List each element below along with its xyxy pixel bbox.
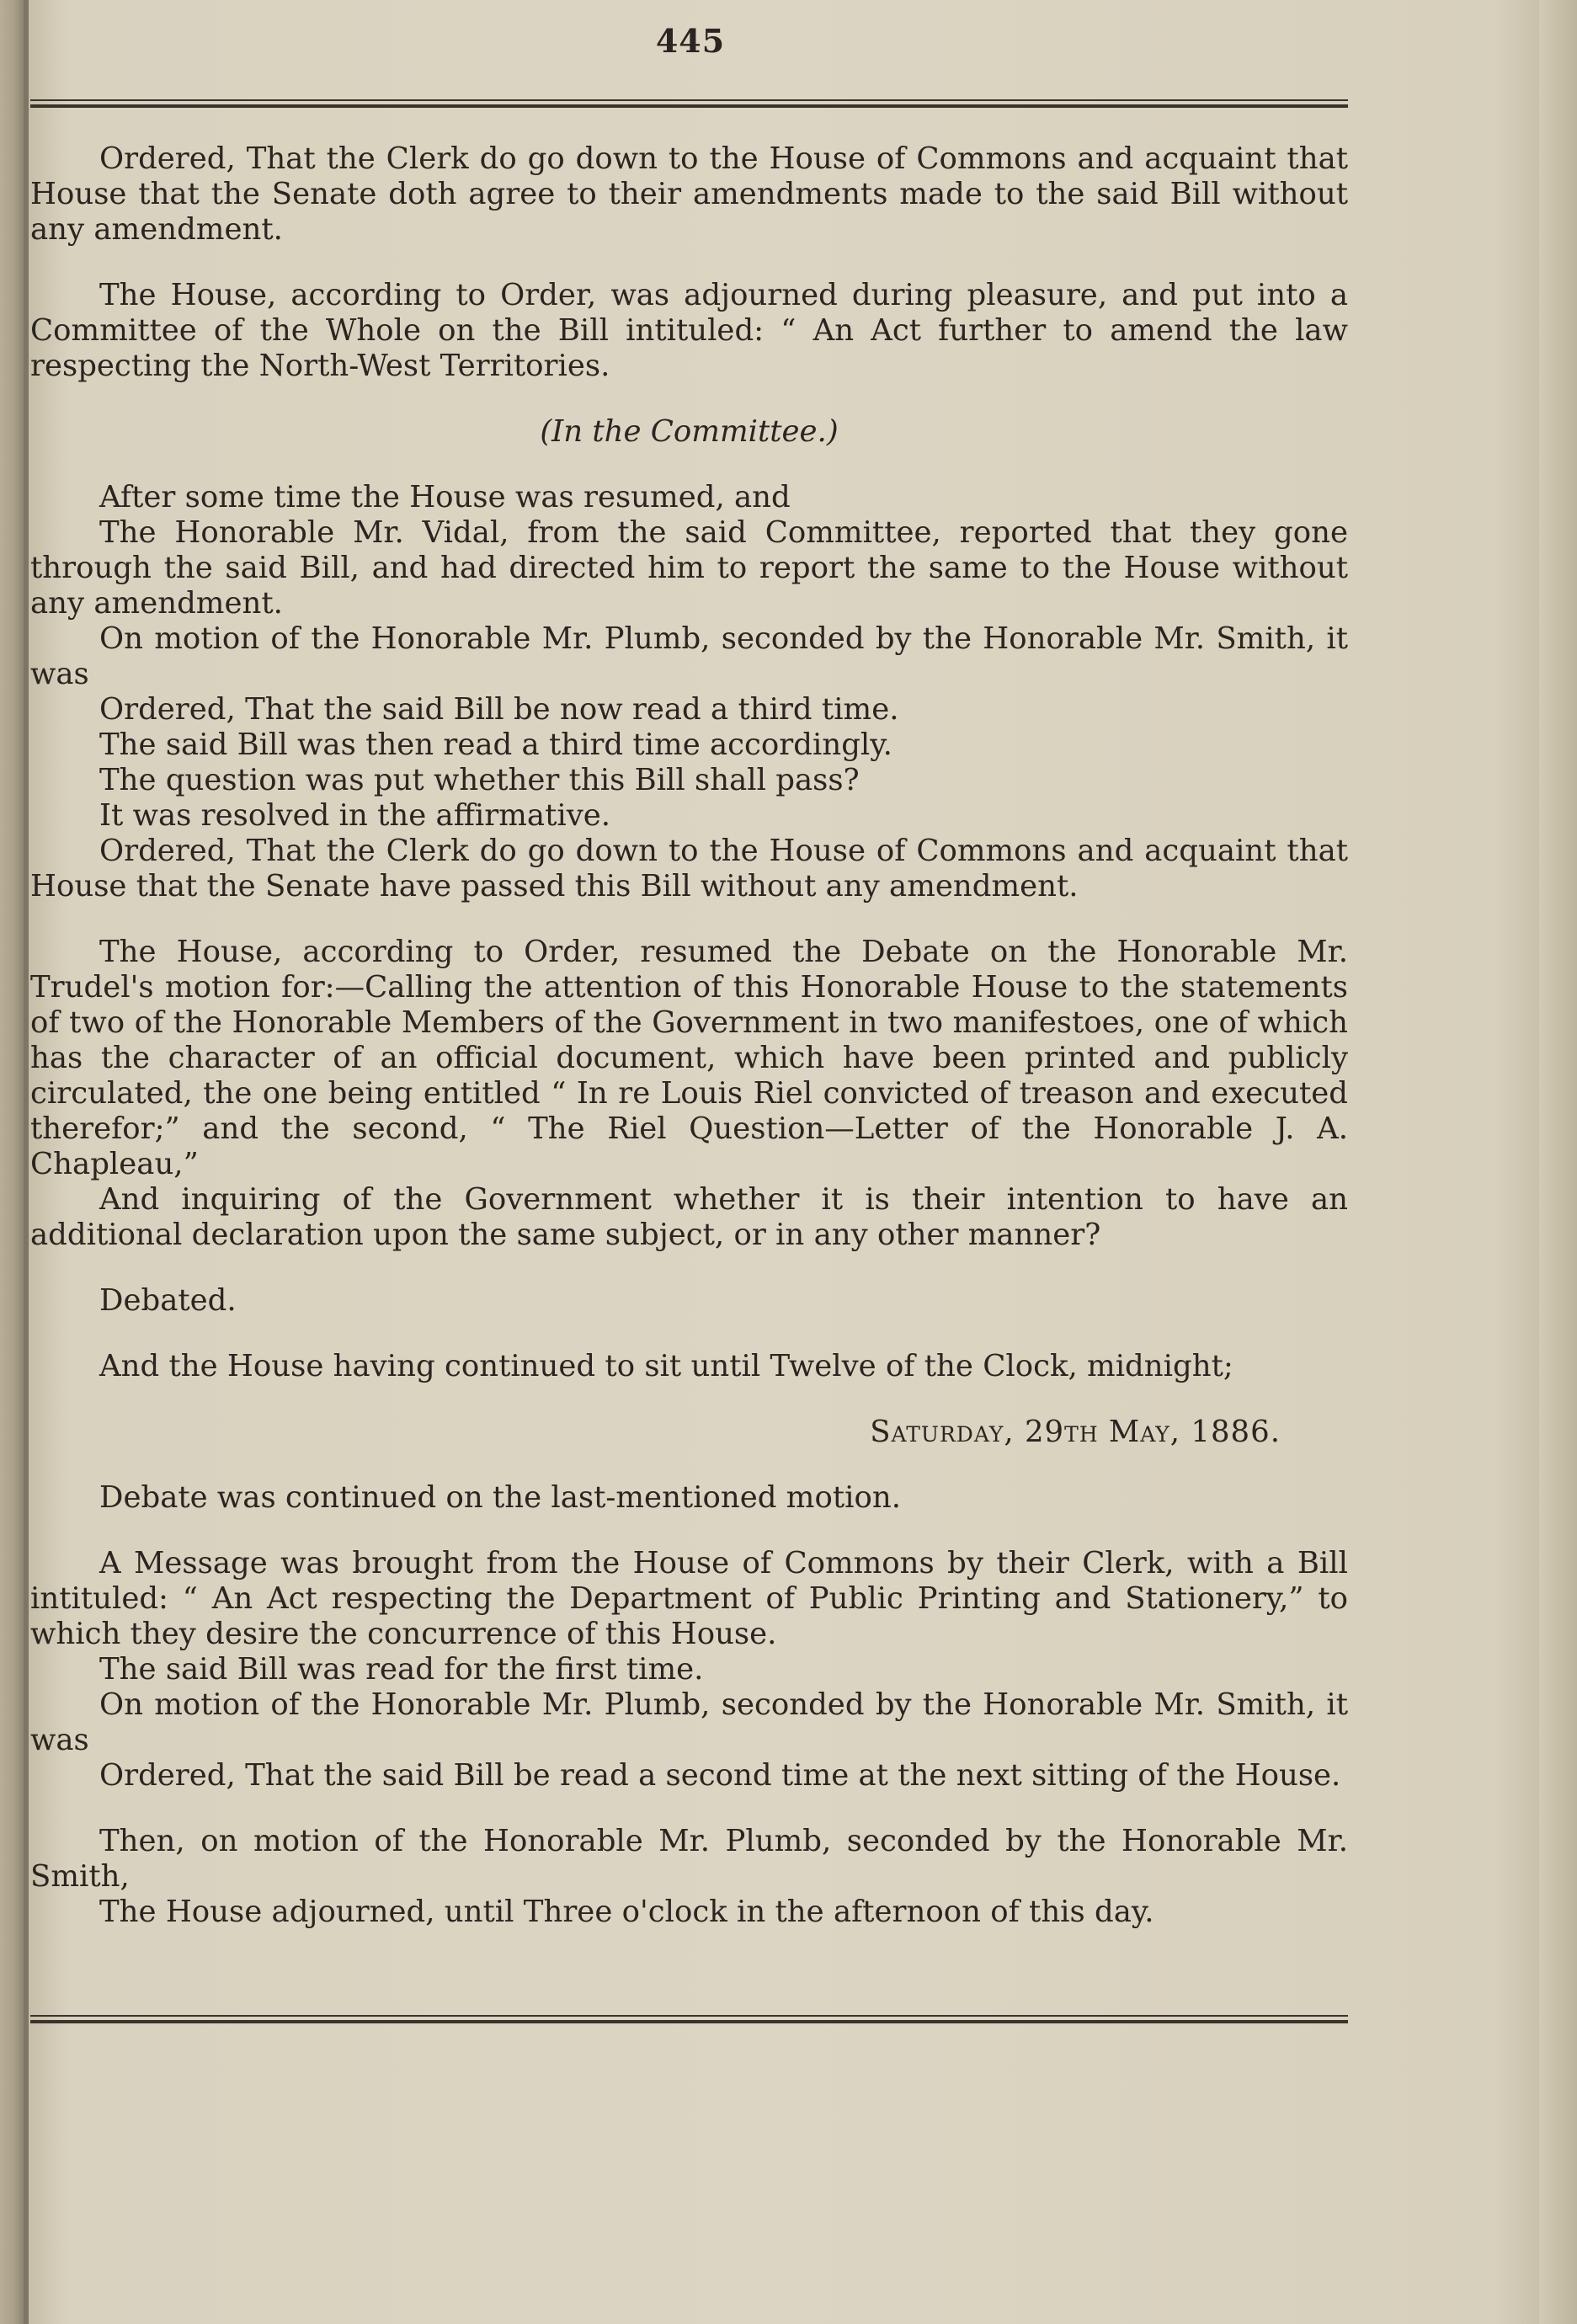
- paragraph-message-printing-bill: A Message was brought from the House of Commons by their Clerk, with a Bill intituled: “ An Act respecting the Department of Public Printing and Stationery,” to which they desire the concurrence of this House.: [30, 1546, 1348, 1651]
- paragraph-third-reading-order: Ordered, That the said Bill be now read a third time.: [99, 692, 899, 727]
- paragraph-debated: Debated.: [99, 1283, 237, 1318]
- header-rule: [30, 99, 1348, 108]
- date-heading: Saturday, 29th May, 1886.: [870, 1415, 1281, 1449]
- page-edge: [1539, 0, 1577, 2324]
- paragraph-first-reading: The said Bill was read for the first time.: [99, 1652, 704, 1687]
- binding-line: [24, 0, 29, 2324]
- paragraph-trudel-debate: The House, according to Order, resumed the Debate on the Honorable Mr. Trudel's motion for:—Calling the attention of this Honorable House to the statements of two of the Honorable Members of the Government in two manifestoes, one of which has the character of an official document, which have been printed and publicly circulated, the one being entitled “ In re Louis Riel convicted of treason and executed therefor;” and the second, “ The Riel Question—Letter of the Honorable J. A. Chapleau,”: [30, 935, 1348, 1181]
- paragraph-third-reading: The said Bill was then read a third time accordingly.: [99, 728, 892, 762]
- paragraph-clerk-commons: Ordered, That the Clerk do go down to the House of Commons and acquaint that House that the Senate have passed this Bill without any amendment.: [30, 834, 1348, 903]
- paragraph-debate-continued: Debate was continued on the last-mentioned motion.: [99, 1480, 901, 1515]
- footer-rule: [30, 2015, 1348, 2023]
- paragraph-house-adjourned: The House adjourned, until Three o'clock in the afternoon of this day.: [99, 1895, 1154, 1929]
- paragraph-midnight: And the House having continued to sit until Twelve of the Clock, midnight;: [99, 1349, 1233, 1383]
- paragraph-vidal-report: The Honorable Mr. Vidal, from the said Committee, reported that they gone through the said Bill, and had directed him to report the same to the House without any amendment.: [30, 515, 1348, 621]
- paragraph-second-reading-order: Ordered, That the said Bill be read a second time at the next sitting of the House.: [99, 1758, 1341, 1793]
- in-committee-heading: (In the Committee.): [540, 414, 839, 449]
- paragraph-resolved: It was resolved in the affirmative.: [99, 798, 611, 833]
- paragraph-motion-plumb-2: On motion of the Honorable Mr. Plumb, seconded by the Honorable Mr. Smith, it was: [30, 1687, 1348, 1757]
- paragraph-house-resumed: After some time the House was resumed, and: [99, 480, 791, 514]
- paragraph-ordered-acquaint: Ordered, That the Clerk do go down to the House of Commons and acquaint that House that the Senate doth agree to their amendments made to the said Bill without any amendment.: [30, 141, 1348, 247]
- paragraph-committee-whole: The House, according to Order, was adjourned during pleasure, and put into a Committee of the Whole on the Bill intituled: “ An Act further to amend the law respecting the North-West Territories.: [30, 278, 1348, 383]
- paragraph-inquiring: And inquiring of the Government whether it is their intention to have an additional declaration upon the same subject, or in any other manner?: [30, 1182, 1348, 1252]
- paragraph-adjourn-motion: Then, on motion of the Honorable Mr. Plumb, seconded by the Honorable Mr. Smith,: [30, 1824, 1348, 1894]
- paragraph-question-put: The question was put whether this Bill shall pass?: [99, 763, 860, 797]
- paragraph-motion-plumb: On motion of the Honorable Mr. Plumb, seconded by the Honorable Mr. Smith, it was: [30, 621, 1348, 691]
- page-number: 445: [655, 22, 726, 60]
- journal-text: [30, 141, 1348, 1930]
- binding-gutter: [0, 0, 24, 2324]
